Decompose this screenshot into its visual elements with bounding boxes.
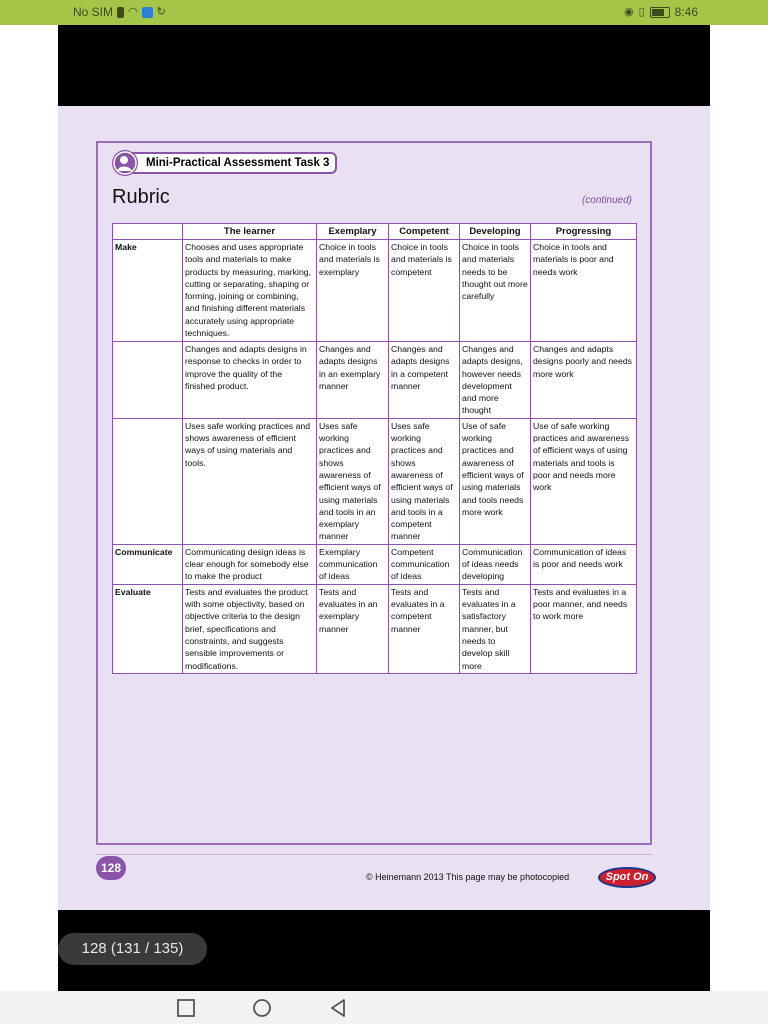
navigation-bar — [0, 991, 768, 1024]
recents-button[interactable] — [175, 997, 197, 1019]
table-cell: Tests and evaluates the product with some objectivity, based on objective criteria to the design brief, specifications and constraints, and suggests sensible improvements or modifications. — [183, 584, 317, 673]
column-header — [113, 224, 183, 240]
table-cell: Uses safe working practices and shows awareness of efficient ways of using materials and tools in an exemplary manner — [317, 418, 389, 544]
app-notification-icon — [142, 7, 153, 18]
table-row — [113, 544, 637, 584]
page-number-badge: 128 — [96, 856, 126, 880]
sim-icon — [117, 7, 124, 18]
column-header: Competent — [389, 224, 460, 240]
table-cell: Tests and evaluates in a poor manner, and needs to work more — [531, 584, 637, 673]
table-cell: Use of safe working practices and awareness of efficient ways of using materials and tools needs more work — [460, 418, 531, 544]
assessment-area: Communicate — [113, 544, 183, 584]
rubric-table — [112, 223, 637, 674]
table-cell: Uses safe working practices and shows awareness of efficient ways of using materials and tools. — [183, 418, 317, 544]
table-row — [113, 584, 637, 673]
table-cell: Tests and evaluates in an exemplary manner — [317, 584, 389, 673]
back-button[interactable] — [327, 997, 349, 1019]
column-header: Exemplary — [317, 224, 389, 240]
copyright-notice: © Heinemann 2013 This page may be photocopied — [366, 872, 570, 882]
document-page[interactable] — [58, 106, 710, 910]
assessment-area — [113, 342, 183, 419]
table-cell: Communication of ideas needs developing — [460, 544, 531, 584]
table-cell: Choice in tools and materials is competent — [389, 240, 460, 342]
table-cell: Uses safe working practices and shows awareness of efficient ways of using materials and tools in a competent manner — [389, 418, 460, 544]
viewer-top-margin — [58, 25, 710, 106]
footer-divider — [96, 854, 652, 855]
table-header-row — [113, 224, 637, 240]
sync-icon: ↻ — [156, 6, 166, 18]
table-row — [113, 418, 637, 544]
table-row — [113, 240, 637, 342]
circle-icon — [251, 997, 273, 1019]
table-cell: Communicating design ideas is clear enough for somebody else to make the product — [183, 544, 317, 584]
vibrate-icon: ▯ — [638, 6, 645, 18]
assessment-area: Make — [113, 240, 183, 342]
task-title: Mini-Practical Assessment Task 3 — [132, 152, 337, 174]
continued-label: (continued) — [581, 195, 632, 206]
table-cell: Chooses and uses appropriate tools and materials to make products by measuring, marking, cutting or separating, shaping or forming, joining or combining, and finishing different materials accurately using appropriate techniques. — [183, 240, 317, 342]
table-cell: Changes and adapts designs in an exemplary manner — [317, 342, 389, 419]
page-heading: Rubric — [112, 186, 170, 208]
table-cell: Communication of ideas is poor and needs work — [531, 544, 637, 584]
page-indicator[interactable]: 128 (131 / 135) — [58, 933, 207, 965]
carrier-label: No SIM — [73, 5, 114, 19]
home-button[interactable] — [251, 997, 273, 1019]
table-cell: Changes and adapts designs in a competent manner — [389, 342, 460, 419]
assessment-area — [113, 418, 183, 544]
table-cell: Exemplary communication of ideas — [317, 544, 389, 584]
magnifier-icon — [112, 150, 138, 176]
table-cell: Changes and adapts designs, however needs development and more thought — [460, 342, 531, 419]
assessment-area: Evaluate — [113, 584, 183, 673]
column-header: The learner — [183, 224, 317, 240]
table-cell: Changes and adapts designs in response to checks in order to improve the quality of the finished product. — [183, 342, 317, 419]
table-cell: Choice in tools and materials is poor and needs work — [531, 240, 637, 342]
spot-on-logo: Spot On — [598, 867, 656, 888]
table-cell: Use of safe working practices and awareness of efficient ways of using materials and tools is poor and needs more work — [531, 418, 637, 544]
column-header: Progressing — [531, 224, 637, 240]
battery-icon — [650, 7, 670, 18]
page-frame — [96, 141, 652, 845]
clock: 8:46 — [674, 5, 698, 19]
column-header: Developing — [460, 224, 531, 240]
back-triangle-icon — [327, 997, 349, 1019]
table-cell: Tests and evaluates in a competent manner — [389, 584, 460, 673]
table-cell: Choice in tools and materials needs to be thought out more carefully — [460, 240, 531, 342]
table-cell: Tests and evaluates in a satisfactory manner, but needs to develop skill more — [460, 584, 531, 673]
wifi-icon: ◠ — [128, 6, 138, 18]
status-right — [624, 5, 698, 19]
square-icon — [175, 997, 197, 1019]
eye-icon: ◉ — [623, 6, 634, 18]
table-row — [113, 342, 637, 419]
table-cell: Competent communication of ideas — [389, 544, 460, 584]
status-left — [73, 5, 166, 19]
task-badge — [112, 151, 337, 175]
table-cell: Choice in tools and materials is exemplary — [317, 240, 389, 342]
status-bar — [0, 0, 768, 25]
table-cell: Changes and adapts designs poorly and needs more work — [531, 342, 637, 419]
